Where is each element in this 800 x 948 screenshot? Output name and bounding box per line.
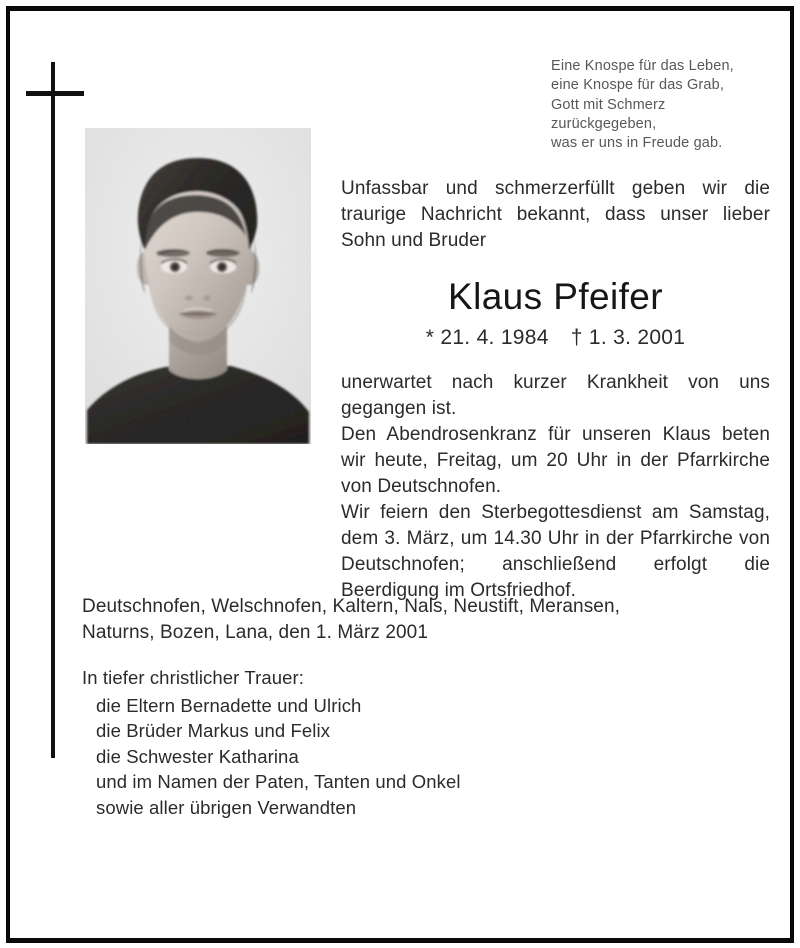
rosary-paragraph: Den Abendrosenkranz für unseren Klaus beten wir heute, Freitag, um 20 Uhr in der Pfarrkirche von Deutschnofen. xyxy=(341,424,770,497)
funeral-service-paragraph: Wir feiern den Sterbegottesdienst am Samstag, dem 3. März, um 14.30 Uhr in der Pfarrkirche von Deutschnofen; anschließend erfolgt die Beerdigung im Ortsfriedhof. xyxy=(341,502,770,601)
poem-line-2: eine Knospe für das Grab, xyxy=(551,77,725,94)
christian-cross-crossbar-icon xyxy=(26,91,84,96)
birth-date: * 21. 4. 1984 xyxy=(425,326,549,349)
poem-line-5: was er uns in Freude gab. xyxy=(551,135,723,152)
poem-line-4: zurückgegeben, xyxy=(551,115,657,132)
poem-line-3: Gott mit Schmerz xyxy=(551,96,666,113)
passing-paragraph: unerwartet nach kurzer Krankheit von uns gegangen ist. xyxy=(341,372,770,419)
border-frame-top xyxy=(6,6,794,11)
portrait-photo xyxy=(85,128,311,444)
christian-cross-icon xyxy=(51,62,55,758)
border-frame-right xyxy=(790,6,794,943)
mourner-line-4: und im Namen der Paten, Tanten und Onkel xyxy=(96,771,461,792)
intro-paragraph: Unfassbar und schmerzerfüllt geben wir die traurige Nachricht bekannt, dass unser lieber Sohn und Bruder xyxy=(341,178,770,251)
mourner-line-1: die Eltern Bernadette und Ulrich xyxy=(96,694,362,716)
places-and-date xyxy=(82,594,782,646)
notice-body xyxy=(341,176,770,604)
death-date: † 1. 3. 2001 xyxy=(570,326,686,349)
places-line-2: Naturns, Bozen, Lana, den 1. März 2001 xyxy=(82,622,429,643)
deceased-identity xyxy=(341,276,770,352)
places-line-1: Deutschnofen, Welschnofen, Kaltern, Nals, Neustift, Meransen, xyxy=(82,596,621,617)
memorial-poem xyxy=(551,57,786,153)
mourner-line-3: die Schwester Katharina xyxy=(96,745,299,767)
border-frame-bottom xyxy=(6,938,794,943)
deceased-name: Klaus Pfeifer xyxy=(448,276,663,317)
life-dates xyxy=(341,324,770,352)
poem-line-1: Eine Knospe für das Leben, xyxy=(551,58,734,74)
border-frame-left xyxy=(6,6,10,943)
mourner-line-2: die Brüder Markus und Felix xyxy=(96,720,331,741)
mourning-lead: In tiefer christlicher Trauer: xyxy=(82,667,304,688)
mourners-list xyxy=(82,665,722,820)
mourner-line-5: sowie aller übrigen Verwandten xyxy=(96,796,357,818)
